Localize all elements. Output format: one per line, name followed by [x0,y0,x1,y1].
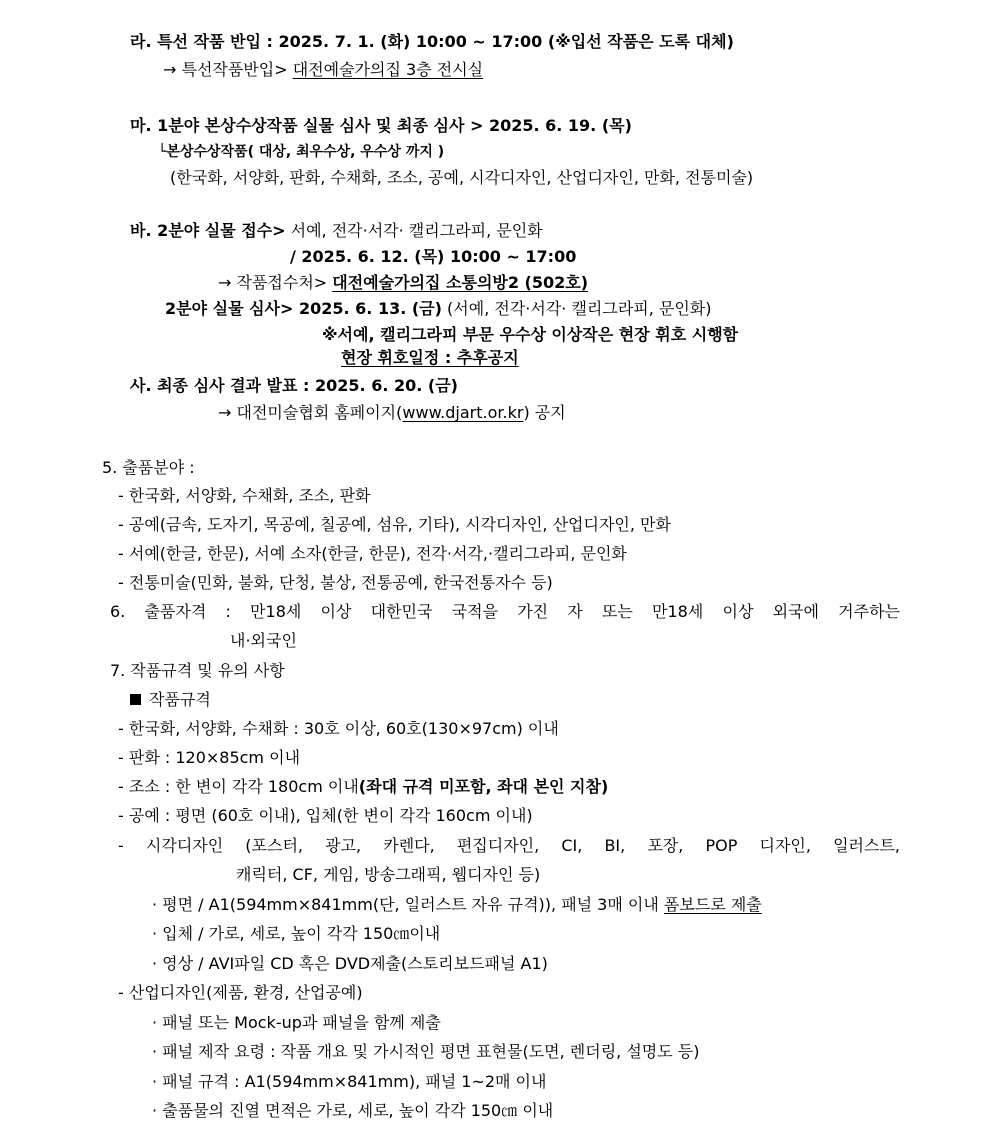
spec-industrial-item: · 출품물의 진열 면적은 가로, 세로, 높이 각각 150㎝ 이내 [152,1101,554,1120]
ba-onsite-schedule: 현장 휘호일정 : 추후공지 [341,348,519,367]
sa-homepage-line [218,402,566,424]
ba-receipt-place: 대전예술가의집 소통의방2 (502호) [332,273,589,292]
ba-heading [130,220,543,242]
spec-visual-flat [152,894,762,916]
ba-heading-label: 바. 2분야 실물 접수> [130,221,286,240]
sa-homepage-suffix: ) 공지 [523,403,566,422]
ra-delivery-place: 대전예술가의집 3층 전시실 [292,60,484,79]
spec-craft: - 공예 : 평면 (60호 이내), 입체(한 변이 각각 160cm 이내) [118,806,533,825]
spec-sculpture-text: - 조소 : 한 변이 각각 180cm 이내 [118,777,359,796]
sec7-subheading [130,689,211,711]
spec-sculpture [118,776,608,798]
sec5-item: - 공예(금속, 도자기, 목공예, 칠공예, 섬유, 기타), 시각디자인, 산업디자인, 만화 [118,515,671,534]
sa-heading-label: 사. 최종 심사 결과 발표 [130,376,298,395]
spec-visual-flat-text: · 평면 / A1(594mm×841mm(단, 일러스트 자유 규격)), 패널 3매 이내 [152,895,664,914]
spec-visual-design-cont: 캐릭터, CF, 게임, 방송그래픽, 웹디자인 등) [236,865,541,884]
sec5-item: - 전통미술(민화, 불화, 단청, 불상, 전통공예, 한국전통자수 등) [118,573,553,592]
sec6-eligibility: 6. 출품자격 : 만18세 이상 대한민국 국적을 가진 자 또는 만18세 이상 외국에 거주하는 [110,602,900,621]
ba-review-label: 2분야 실물 심사> [165,299,294,318]
spec-visual-flat-note: 폼보드로 제출 [663,895,762,914]
sa-heading-date: : 2025. 6. 20. (금) [297,376,458,395]
spec-item: - 한국화, 서양화, 수채화 : 30호 이상, 60호(130×97cm) 이내 [118,719,559,738]
spec-sculpture-note: (좌대 규격 미포함, 좌대 본인 지참) [358,777,609,796]
ra-heading: 라. 특선 작품 반입 : 2025. 7. 1. (화) 10:00 ~ 17:00 (※입선 작품은 도록 대체) [130,32,734,51]
ma-heading: 마. 1분야 본상수상작품 실물 심사 및 최종 심사 > 2025. 6. 19. (목) [130,116,632,135]
spec-industrial-item: · 패널 또는 Mock-up과 패널을 함께 제출 [152,1013,441,1032]
ma-award-range: └본상수상작품( 대상, 최우수상, 우수상 까지 ) [158,144,445,160]
ba-review-date: 2025. 6. 13. (금) [293,299,442,318]
ba-heading-fields: 서예, 전각·서각· 캘리그라피, 문인화 [285,221,543,240]
sa-homepage-url[interactable]: www.djart.or.kr [402,403,524,422]
spec-industrial: - 산업디자인(제품, 환경, 산업공예) [118,983,363,1002]
spec-visual-design: - 시각디자인 (포스터, 광고, 카렌다, 편집디자인, CI, BI, 포장, POP 디자인, 일러스트, [118,836,900,855]
sec6-eligibility-cont: 내·외국인 [230,631,297,650]
ra-delivery-label: → 특선작품반입> [163,60,293,79]
ba-receipt-date: / 2025. 6. 12. (목) 10:00 ~ 17:00 [290,247,577,266]
sec5-heading: 5. 출품분야 : [102,458,195,477]
spec-industrial-item: · 패널 제작 요령 : 작품 개요 및 가시적인 평면 표현물(도면, 렌더링, 설명도 등) [152,1042,700,1061]
sa-heading [130,375,458,397]
sa-homepage-prefix: → 대전미술협회 홈페이지( [218,403,403,422]
sec5-item: - 서예(한글, 한문), 서예 소자(한글, 한문), 전각·서각,·캘리그라피, 문인화 [118,544,627,563]
spec-industrial-item: · 패널 규격 : A1(594mm×841mm), 패널 1~2매 이내 [152,1072,547,1091]
ba-review-line [165,298,712,320]
ma-categories: (한국화, 서양화, 판화, 수채화, 조소, 공예, 시각디자인, 산업디자인, 만화, 전통미술) [170,168,754,187]
ba-onsite-note: ※서예, 캘리그라피 부문 우수상 이상작은 현장 휘호 시행함 [322,325,739,344]
square-bullet-icon [130,694,141,705]
sec7-heading: 7. 작품규격 및 유의 사항 [110,661,285,680]
ba-receipt-place-label: → 작품접수처> [218,273,333,292]
sec5-item: - 한국화, 서양화, 수채화, 조소, 판화 [118,486,371,505]
sec7-subheading-label: 작품규격 [149,690,211,709]
spec-visual-solid: · 입체 / 가로, 세로, 높이 각각 150㎝이내 [152,924,441,943]
spec-item: - 판화 : 120×85cm 이내 [118,748,301,767]
ba-review-fields: (서예, 전각·서각· 캘리그라피, 문인화) [441,299,712,318]
ra-delivery-line [163,59,483,81]
ba-receipt-place-line [218,272,588,294]
spec-visual-video: · 영상 / AVI파일 CD 혹은 DVD제출(스토리보드패널 A1) [152,954,548,973]
